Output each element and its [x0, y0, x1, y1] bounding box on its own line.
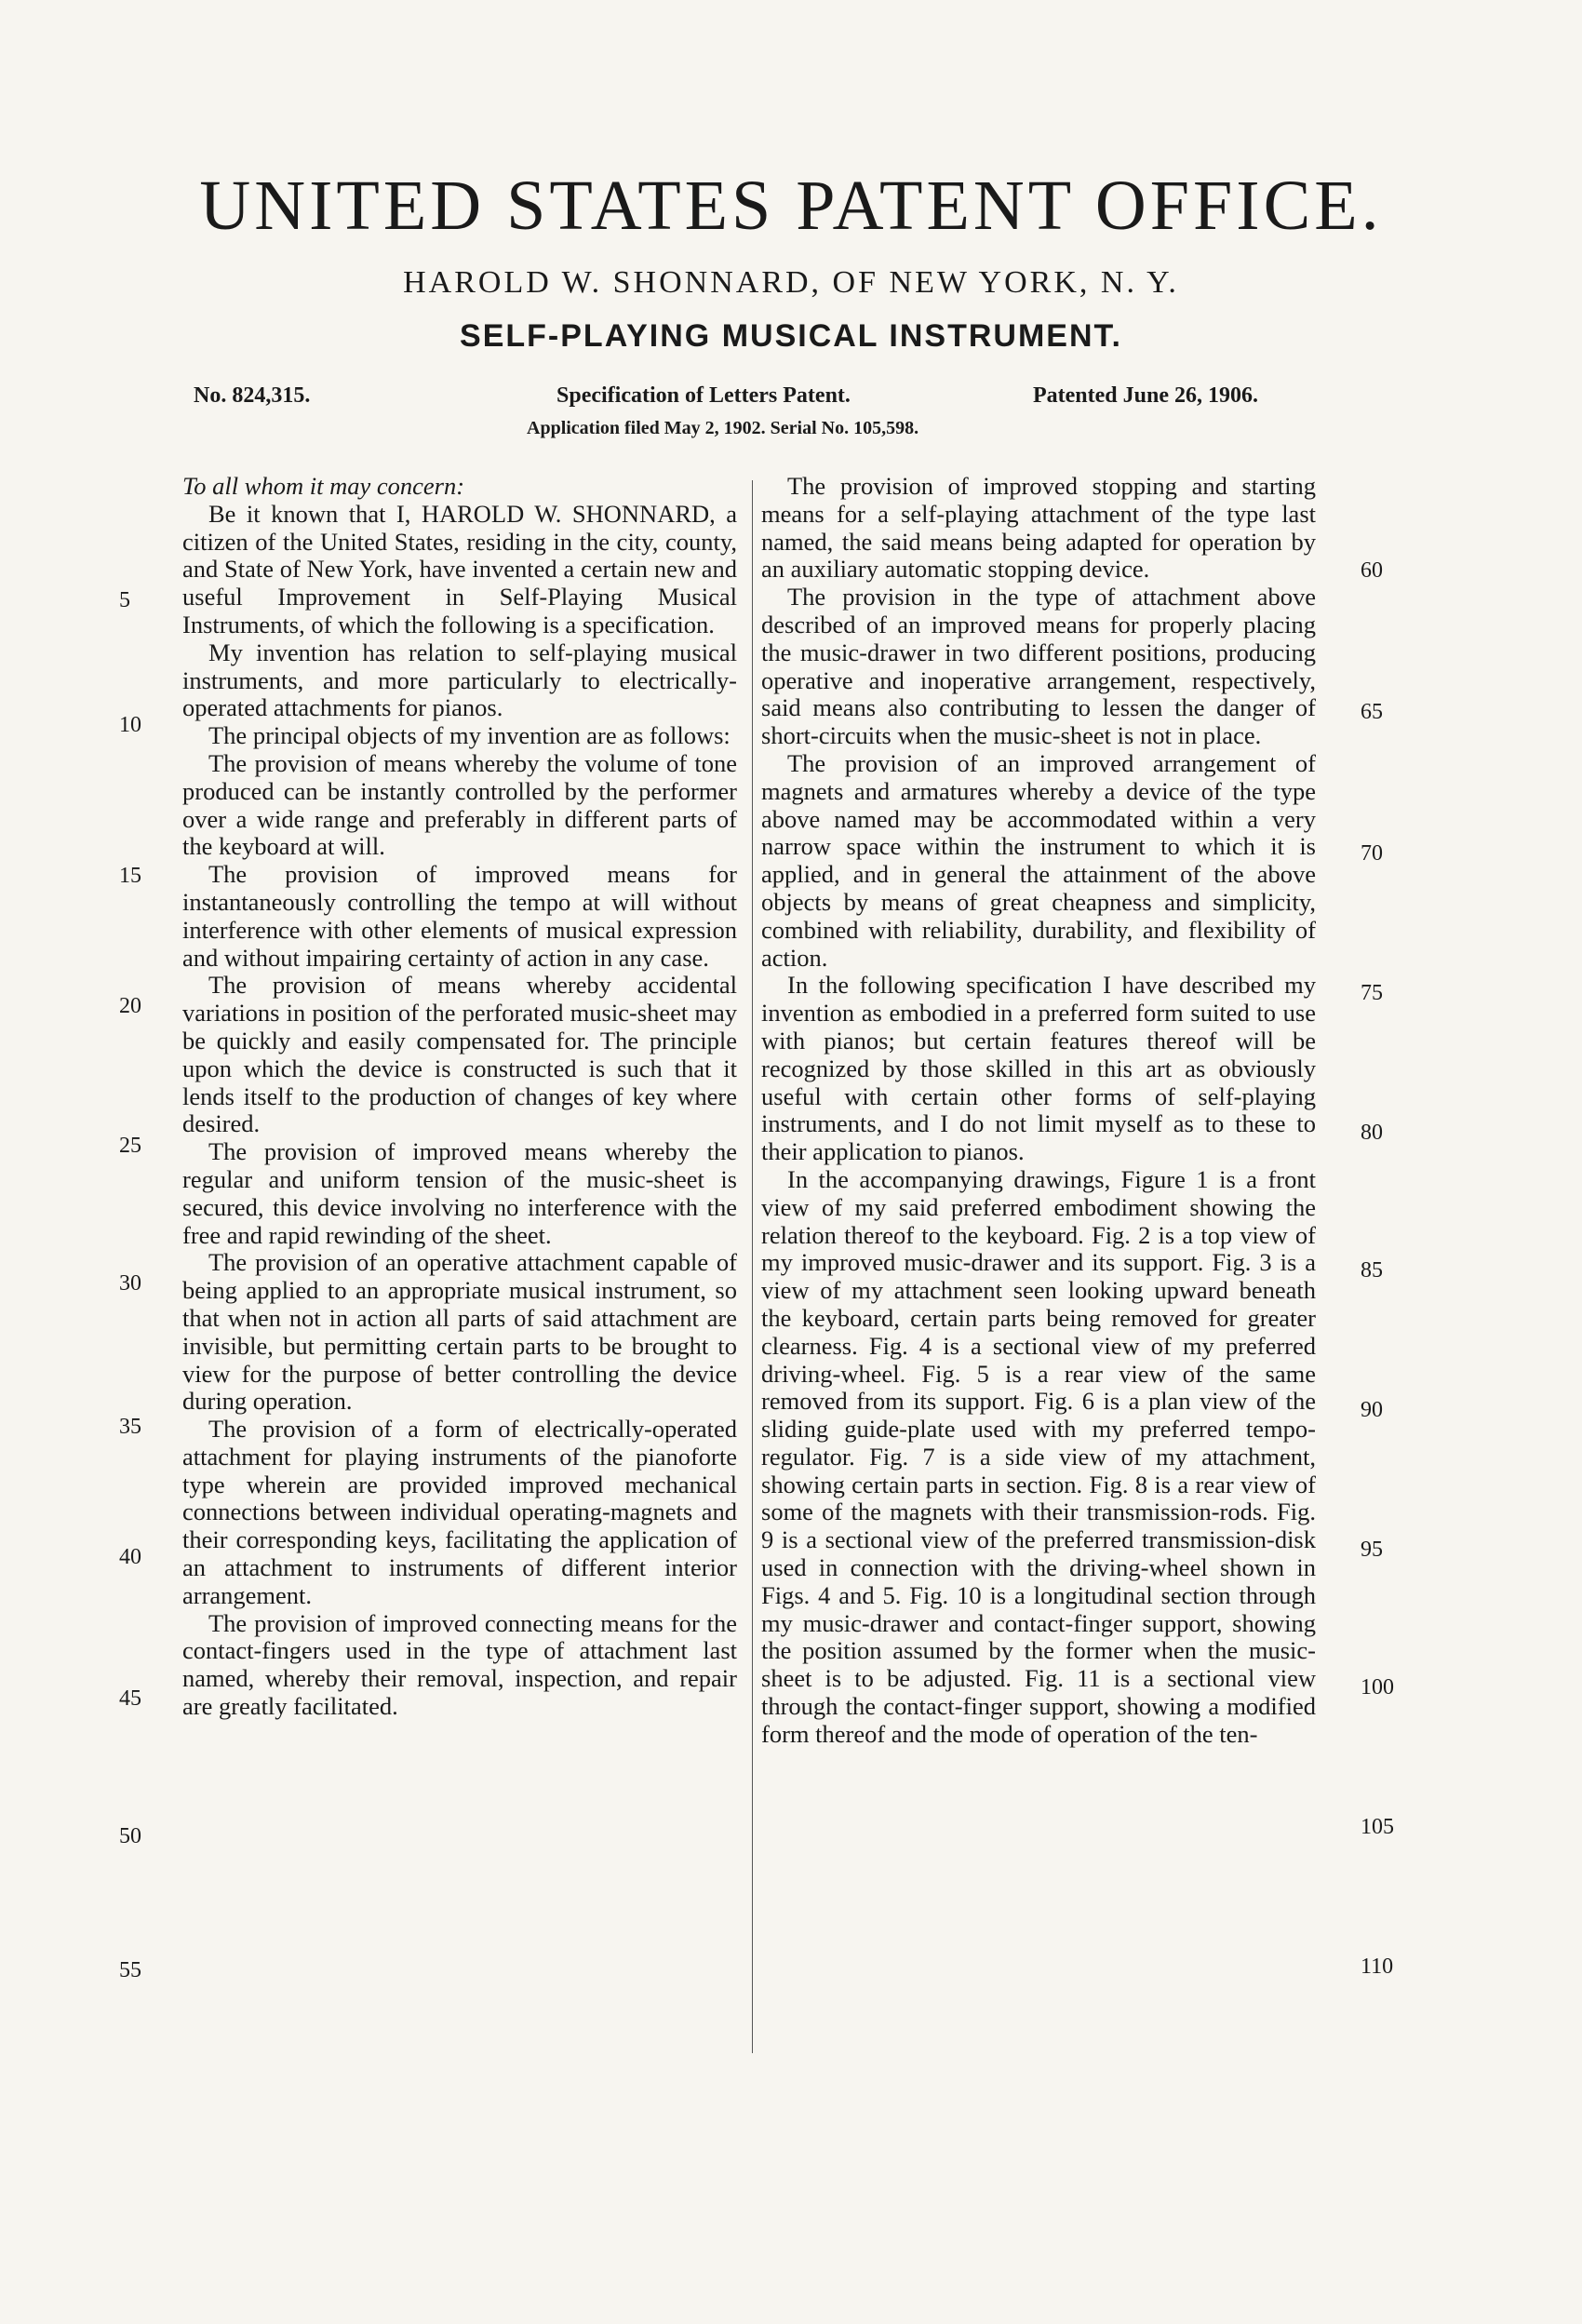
paragraph: In the accompanying drawings, Figure 1 is a front view of my said preferred embodiment showing the relation thereof to the keyboard. Fig. 2 is a top view of my improved music-drawer and its support. Fig. 3 is a view of my attachment seen looking upward beneath the keyboard, certain parts being removed for greater clearness. Fig. 4 is a sectional view of my preferred driving-wheel. Fig. 5 is a rear view of the same removed from its support. Fig. 6 is a plan view of the sliding guide-plate used with my preferred tempo-regulator. Fig. 7 is a side view of my attachment, showing certain parts in section. Fig. 8 is a rear view of some of the magnets with their transmission-rods. Fig. 9 is a sectional view of the preferred transmission-disk used in connection with the driving-wheel shown in Figs. 4 and 5. Fig. 10 is a longitudinal section through my music-drawer and contact-finger support, showing the position assumed by the former when the music-sheet is to be adjusted. Fig. 11 is a sectional view through the contact-finger support, showing a modified form thereof and the mode of operation of the ten-: [761, 1164, 1316, 1748]
line-number: 65: [1361, 700, 1383, 724]
line-number: 90: [1361, 1398, 1383, 1422]
line-number: 50: [119, 1824, 141, 1848]
line-number: 55: [119, 1958, 141, 1982]
paragraph: In the following specification I have described my invention as embodied in a preferred form suited to use with pianos; but certain features thereof will be recognized by those skilled in this art as obviously useful with certain other forms of self-playing instruments, and I do not limit myself as to these to their application to pianos.: [761, 971, 1316, 1166]
line-number: 45: [119, 1686, 141, 1711]
line-number: 75: [1361, 981, 1383, 1005]
office-heading: UNITED STATES PATENT OFFICE.: [199, 167, 1383, 245]
paragraph: The provision of improved means whereby the regular and uniform tension of the music-sheet is secured, this device involving no interference with the free and rapid rewinding of the sheet.: [182, 1137, 737, 1249]
salutation: To all whom it may concern:: [182, 472, 465, 500]
line-number: 20: [119, 994, 141, 1018]
paragraph: The provision of improved means for instantaneously controlling the tempo at will without interference with other elements of musical expression and without impairing certainty of action in any case.: [182, 860, 737, 972]
invention-title: SELF-PLAYING MUSICAL INSTRUMENT.: [460, 318, 1122, 354]
specification-label: Specification of Letters Patent.: [556, 383, 851, 408]
line-number: 15: [119, 864, 141, 888]
paragraph: The provision of improved connecting means for the contact-fingers used in the type of attachment last named, whereby their removal, inspection, and repair are greatly facilitated.: [182, 1608, 737, 1721]
line-number: 35: [119, 1415, 141, 1439]
patented-date: Patented June 26, 1906.: [1033, 383, 1258, 408]
paragraph: The provision of an operative attachment capable of being applied to an appropriate musical instrument, so that when not in action all parts of said attachment are invisible, but permitting certain parts to be brought to view for the purpose of better controlling the device during operation.: [182, 1248, 737, 1416]
line-number: 70: [1361, 841, 1383, 866]
column-divider: [752, 480, 753, 2053]
paragraph: The provision of means whereby accidental variations in position of the perforated music-sheet may be quickly and easily compensated for. The principle upon which the device is constructed is such that it lends itself to the production of changes of key where desired.: [182, 971, 737, 1138]
paragraph: The principal objects of my invention are as follows:: [208, 721, 731, 750]
paragraph: The provision in the type of attachment above described of an improved means for properly placing the music-drawer in two different positions, producing operative and inoperative arrangement, respectively, said means also contributing to lessen the danger of short-circuits when the music-sheet is not in place.: [761, 583, 1316, 750]
line-number: 105: [1361, 1815, 1394, 1839]
line-number: 40: [119, 1545, 141, 1569]
application-filed-line: Application filed May 2, 1902. Serial No. 105,598.: [527, 418, 919, 438]
paragraph: The provision of a form of electrically-operated attachment for playing instruments of the pianoforte type wherein are provided improved mechanical connections between individual operating-magnets and their corresponding keys, facilitating the application of an attachment to instruments of different interior arrangement.: [182, 1415, 737, 1609]
line-number: 25: [119, 1134, 141, 1158]
inventor-line: HAROLD W. SHONNARD, OF NEW YORK, N. Y.: [403, 265, 1179, 300]
paragraph: The provision of improved stopping and starting means for a self-playing attachment of the type last named, the said means being adapted for operation by an auxiliary automatic stopping device.: [761, 472, 1316, 584]
line-number: 30: [119, 1271, 141, 1296]
line-number: 60: [1361, 558, 1383, 583]
paragraph: The provision of an improved arrangement of magnets and armatures whereby a device of the type above named may be accommodated within a very narrow space within the instrument to which it is applied, and in general the attainment of the above objects by means of great cheapness and simplicity, combined with reliability, durability, and flexibility of action.: [761, 748, 1316, 972]
line-number: 80: [1361, 1121, 1383, 1145]
left-column: [182, 473, 737, 1721]
line-number: 95: [1361, 1538, 1383, 1562]
right-column: [761, 473, 1316, 1749]
patent-number: No. 824,315.: [194, 383, 311, 408]
line-number: 10: [119, 713, 141, 737]
paragraph: Be it known that I, HAROLD W. SHONNARD, a citizen of the United States, residing in the city, county, and State of New York, have invented a certain new and useful Improvement in Self-Playing Musical Instruments, of which the following is a specification.: [182, 499, 737, 638]
paragraph: The provision of means whereby the volume of tone produced can be instantly controlled by the performer over a wide range and preferably in different parts of the keyboard at will.: [182, 748, 737, 861]
paragraph: My invention has relation to self-playing musical instruments, and more particularly to electrically-operated attachments for pianos.: [182, 638, 737, 722]
line-number: 5: [119, 588, 130, 612]
line-number: 110: [1361, 1955, 1394, 1979]
line-number: 85: [1361, 1258, 1383, 1283]
line-number: 100: [1361, 1675, 1394, 1699]
